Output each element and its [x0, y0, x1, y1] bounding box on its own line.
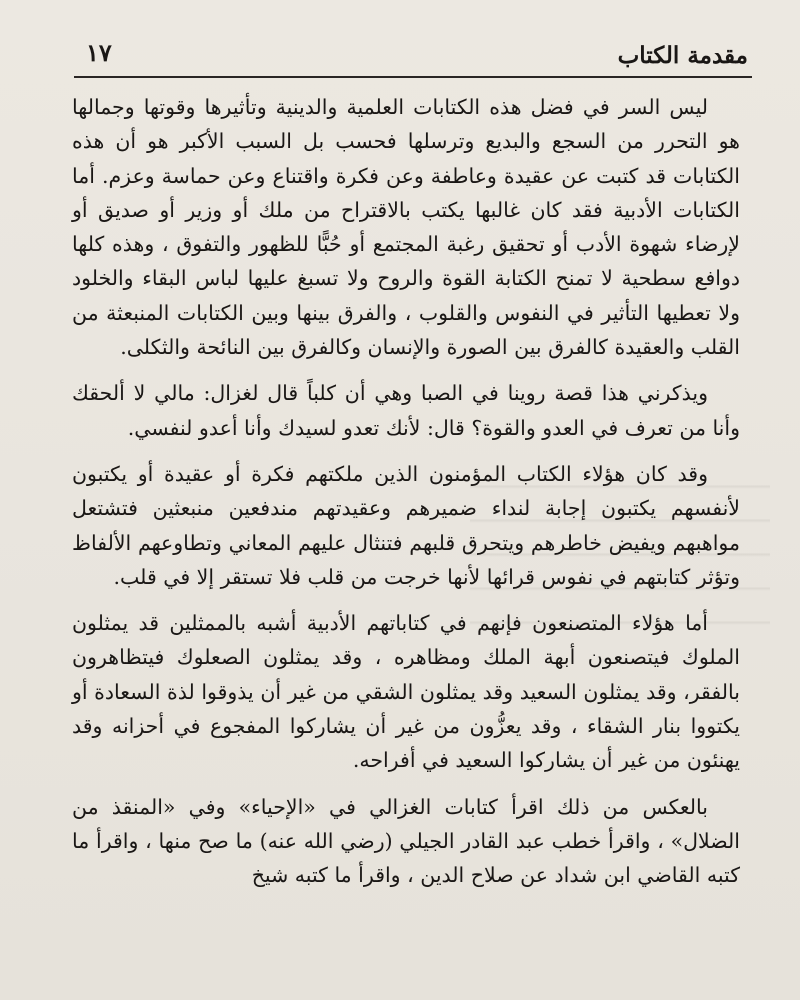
paragraph: أما هؤلاء المتصنعون فإنهم في كتاباتهم الأدبية أشبه بالممثلين قد يمثلون الملوك فيتصنعون أبهة الملك ومظاهره ، وقد يمثلون الصعلوك فيتظاهرون بالفقر، وقد يمثلون السعيد وقد يمثلون الشقي من غير أن يذوقوا لذة السعادة أو يكتووا بنار الشقاء ، وقد يعزُّون من غير أن يشاركوا المفجوع في أحزانه وقد يهنئون من غير أن يشاركوا السعيد في أفراحه. — [72, 611, 740, 773]
paragraph: بالعكس من ذلك اقرأ كتابات الغزالي في «الإحياء» وفي «المنقذ من الضلال» ، واقرأ خطب عبد القادر الجيلي (رضي الله عنه) ما صح منها ، واقرأ ما كتبه القاضي ابن شداد عن صلاح الدين ، واقرأ ما كتبه شيخ — [72, 794, 740, 888]
header-rule — [74, 76, 752, 78]
body-text — [72, 90, 740, 893]
paragraph: ويذكرني هذا قصة روينا في الصبا وهي أن كلباً قال لغزال: مالي لا ألحقك وأنا من تعرف في العدو والقوة؟ قال: لأنك تعدو لسيدك وأنا أعدو لنفسي. — [72, 381, 740, 440]
paragraph: وقد كان هؤلاء الكتاب المؤمنون الذين ملكتهم فكرة أو عقيدة أو يكتبون لأنفسهم يكتبون إجابة لنداء ضميرهم وعقيدتهم مندفعين منبعثين فتشتعل مواهبهم ويفيض خاطرهم ويتحرق قلبهم فتنثال عليهم المعاني وتطاوعهم الألفاظ وتؤثر كتابتهم في نفوس قرائها لأنها خرجت من قلب فلا تستقر إلا في قلب. — [72, 461, 740, 589]
page-number: ١٧ — [86, 38, 112, 67]
paragraph: ليس السر في فضل هذه الكتابات العلمية والدينية وتأثيرها وقوتها وجمالها هو التحرر من السجع والبديع وترسلها فحسب بل السبب الأكبر هو أن هذه الكتابات قد كتبت عن عقيدة وعاطفة وعن فكرة واقتناع وعن حماسة وعزم. أما الكتابات الأدبية فقد كان غالبها يكتب بالاقتراح من ملك أو وزير أو صديق أو لإرضاء شهوة الأدب أو تحقيق رغبة المجتمع أو حُبًّا للظهور والتفوق ، وهذه كلها دوافع سطحية لا تمنح الكتابة القوة والروح ولا تسبغ عليها لباس البقاء والخلود ولا تعطيها التأثير في النفوس والقلوب ، والفرق بينها وبين الكتابات المنبعثة من القلب والعقيدة كالفرق بين الصورة والإنسان وكالفرق بين النائحة والثكلى. — [72, 95, 740, 360]
running-title: مقدمة الكتاب — [617, 42, 748, 69]
page-header — [78, 36, 748, 76]
